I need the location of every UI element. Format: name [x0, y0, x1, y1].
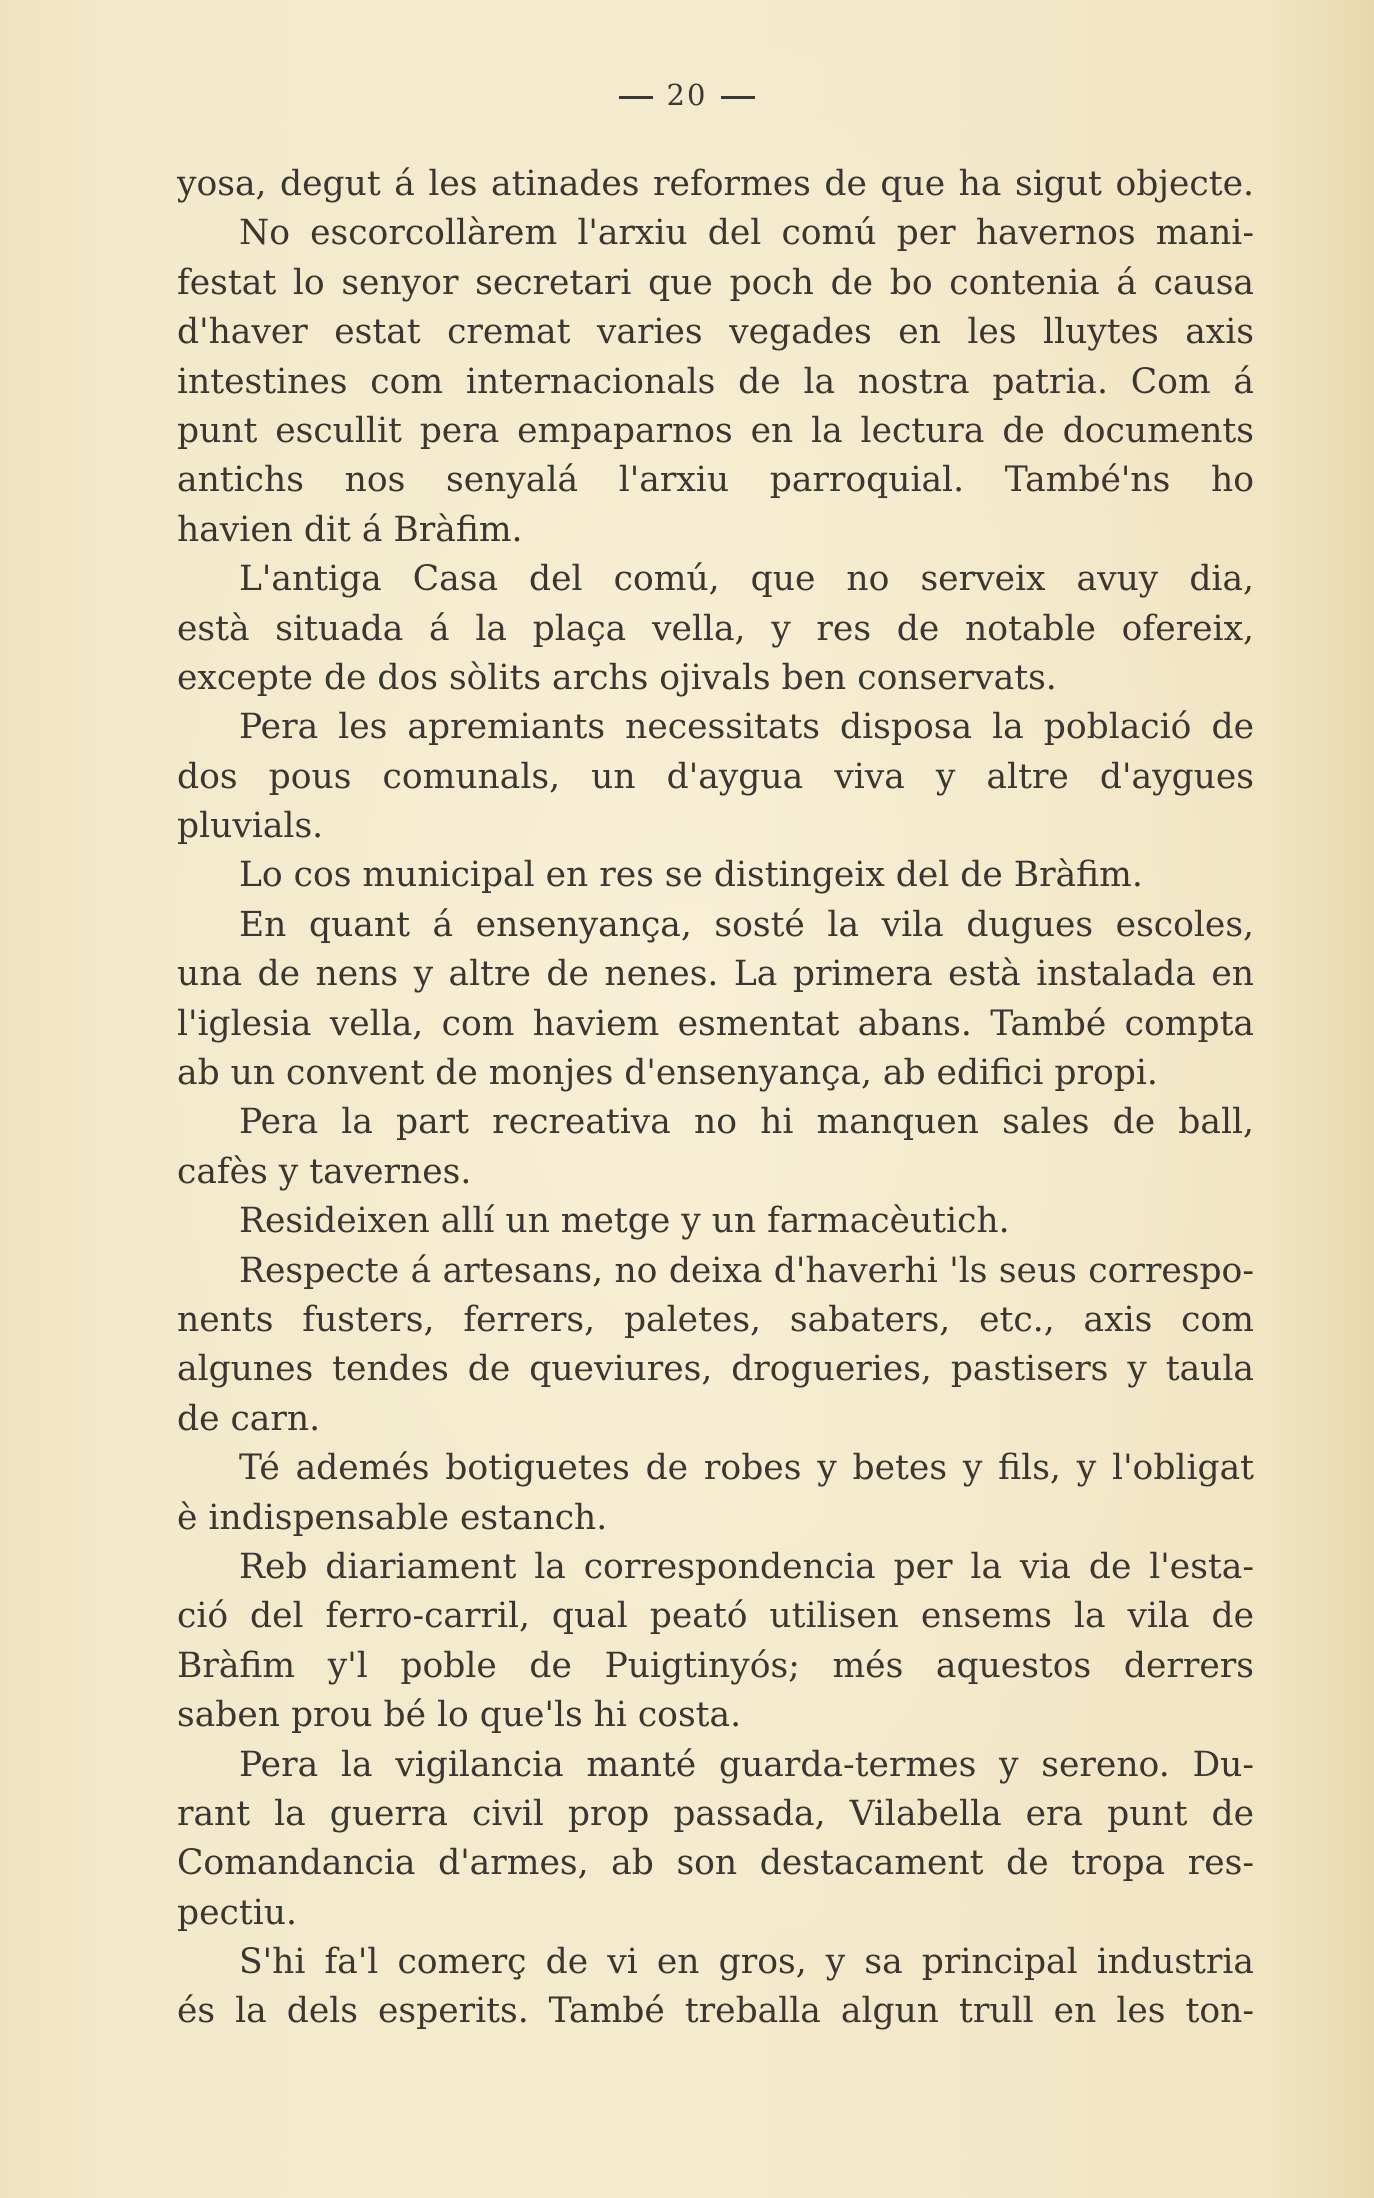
text-line: yosa, degut á les atinades reformes de que ha sigut objecte. — [177, 164, 1254, 204]
text-line: Lo cos municipal en res se distingeix del de Bràfim. — [239, 855, 1143, 896]
text-line: és la dels esperits. També treballa algun trull en les ton- — [177, 1991, 1254, 2032]
left-dash-ornament — [619, 96, 653, 99]
page-number: 20 — [666, 78, 708, 112]
text-line: S'hi fa'l comerç de vi en gros, y sa principal industria — [239, 1942, 1254, 1983]
body-text — [177, 160, 1254, 2037]
text-line: nents fusters, ferrers, paletes, sabaters, etc., axis com — [177, 1299, 1254, 1340]
text-line: cafès y tavernes. — [177, 1151, 472, 1192]
text-line: è indispensable estanch. — [177, 1497, 608, 1538]
text-line: rant la guerra civil prop passada, Vilabella era punt de — [177, 1793, 1254, 1834]
text-line: Resideixen allí un metge y un farmacèutich. — [239, 1201, 1010, 1242]
text-line: saben prou bé lo que'ls hi costa. — [177, 1695, 742, 1736]
text-line: havien dit á Bràfim. — [177, 509, 523, 550]
text-line: No escorcollàrem l'arxiu del comú per havernos mani- — [239, 213, 1254, 254]
text-line: festat lo senyor secretari que poch de bo contenia á causa — [177, 262, 1254, 303]
right-dash-ornament — [721, 96, 755, 99]
text-line: excepte de dos sòlits archs ojivals ben conservats. — [177, 657, 1057, 698]
text-line: Pera la part recreativa no hi manquen sales de ball, — [239, 1102, 1254, 1143]
text-line: Pera la vigilancia manté guarda-termes y sereno. Du- — [239, 1744, 1254, 1785]
text-line: d'haver estat cremat varies vegades en les lluytes axis — [177, 312, 1254, 353]
text-line: dos pous comunals, un d'aygua viva y altre d'aygues — [177, 756, 1254, 797]
text-line: L'antiga Casa del comú, que no serveix avuy dia, — [239, 559, 1254, 600]
text-line: Pera les apremiants necessitats disposa la població de — [239, 707, 1254, 748]
text-line: antichs nos senyalá l'arxiu parroquial. També'ns ho — [177, 460, 1254, 501]
text-line: pluvials. — [177, 806, 324, 847]
text-line: de carn. — [177, 1398, 321, 1439]
text-line: Respecte á artesans, no deixa d'haverhi 'ls seus correspo- — [239, 1250, 1254, 1291]
text-line: Té ademés botiguetes de robes y betes y fils, y l'obligat — [239, 1448, 1254, 1489]
text-line: ció del ferro-carril, qual peató utilisen ensems la vila de — [177, 1596, 1254, 1637]
text-line: punt escullit pera empaparnos en la lectura de documents — [177, 410, 1254, 451]
text-line: Comandancia d'armes, ab son destacament de tropa res- — [177, 1843, 1254, 1884]
text-line: En quant á ensenyança, sosté la vila dugues escoles, — [239, 904, 1254, 945]
text-line: intestines com internacionals de la nostra patria. Com á — [177, 361, 1254, 402]
text-line: Bràfim y'l poble de Puigtinyós; més aquestos derrers — [177, 1645, 1254, 1686]
text-line: algunes tendes de queviures, drogueries, pastisers y taula — [177, 1349, 1254, 1390]
page-number-header — [0, 78, 1374, 112]
text-line: una de nens y altre de nenes. La primera està instalada en — [177, 954, 1254, 995]
text-line: pectiu. — [177, 1892, 297, 1933]
text-line: l'iglesia vella, com haviem esmentat abans. També compta — [177, 1003, 1254, 1044]
text-line: Reb diariament la correspondencia per la via de l'esta- — [239, 1546, 1254, 1587]
text-line: ab un convent de monjes d'ensenyança, ab edifici propi. — [177, 1053, 1158, 1094]
text-line: està situada á la plaça vella, y res de notable ofereix, — [177, 608, 1254, 649]
